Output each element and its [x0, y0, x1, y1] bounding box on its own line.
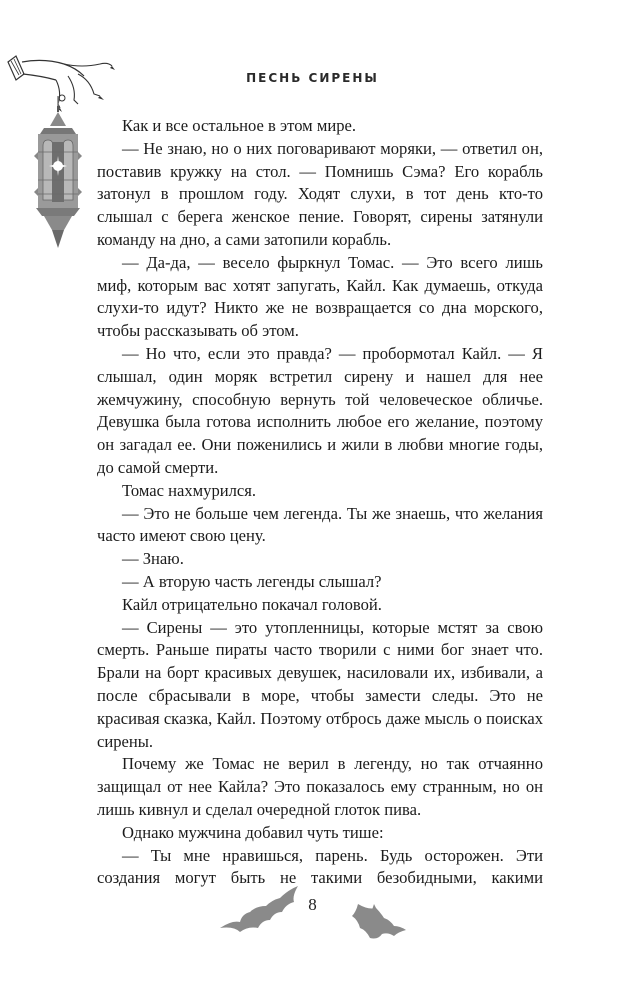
paragraph: Однако мужчина добавил чуть тише: [122, 822, 384, 842]
paragraph: Как и все остальное в этом мире. [122, 116, 357, 135]
paragraph: — Ты мне нравишься, парень. Будь осторожен. Эти создания могут быть не такими безобидными, какими [97, 845, 543, 888]
running-head: ПЕСНЬ СИРЕНЫ [246, 71, 379, 85]
paragraph: — Не знаю, но о них поговаривают моряки, — ответил он, поставив кружку на стол. — Помнишь Сэма? Его корабль затонул в прошлом году. Ходят слухи, в тот день кто-то слышал с берега женское пение. Говорят, сирены затянули команду на дно, а сами затопили корабль. [97, 138, 543, 249]
paragraph: — А вторую часть легенды слышал? [122, 571, 382, 591]
paragraph: — Но что, если это правда? — пробормотал Кайл. — Я слышал, один моряк встретил сирену и нашел для нее жемчужину, способную вернуть той человеческое обличье. Девушка была готова исполнить любое его желание, поэтому он загадал ее. Они поженились и жили в любви многие годы, до самой смерти. [97, 343, 543, 477]
paragraph: Кайл отрицательно покачал головой. [122, 594, 382, 614]
body-text [97, 115, 543, 890]
paragraph: Почему же Томас не верил в легенду, но так отчаянно защищал от нее Кайла? Это показалось ему странным, но он лишь кивнул и сделал очередной глоток пива. [97, 754, 543, 819]
paragraph: — Знаю. [122, 549, 184, 569]
paragraph: — Сирены — это утопленницы, которые мстят за свою смерть. Раньше пираты часто творили с ними бог знает что. Брали на борт красивых девушек, насиловали их, избивали, а после сбрасывали в море, чтобы замести следы. Это не красивая сказка, Кайл. Поэтому отбрось даже мысль о поисках сирены. [97, 617, 543, 751]
paragraph: Томас нахмурился. [122, 480, 257, 500]
page-number: 8 [308, 895, 317, 914]
lantern-icon [30, 96, 96, 252]
paragraph: — Это не больше чем легенда. Ты же знаешь, что желания часто имеют свою цену. [97, 503, 543, 546]
paragraph: — Да-да, — весело фыркнул Томас. — Это всего лишь миф, которым вас хотят запугать, Кайл. Как думаешь, откуда слухи-то идут? Никто же не возвращается со дна морского, чтобы рассказывать об этом. [97, 252, 543, 341]
